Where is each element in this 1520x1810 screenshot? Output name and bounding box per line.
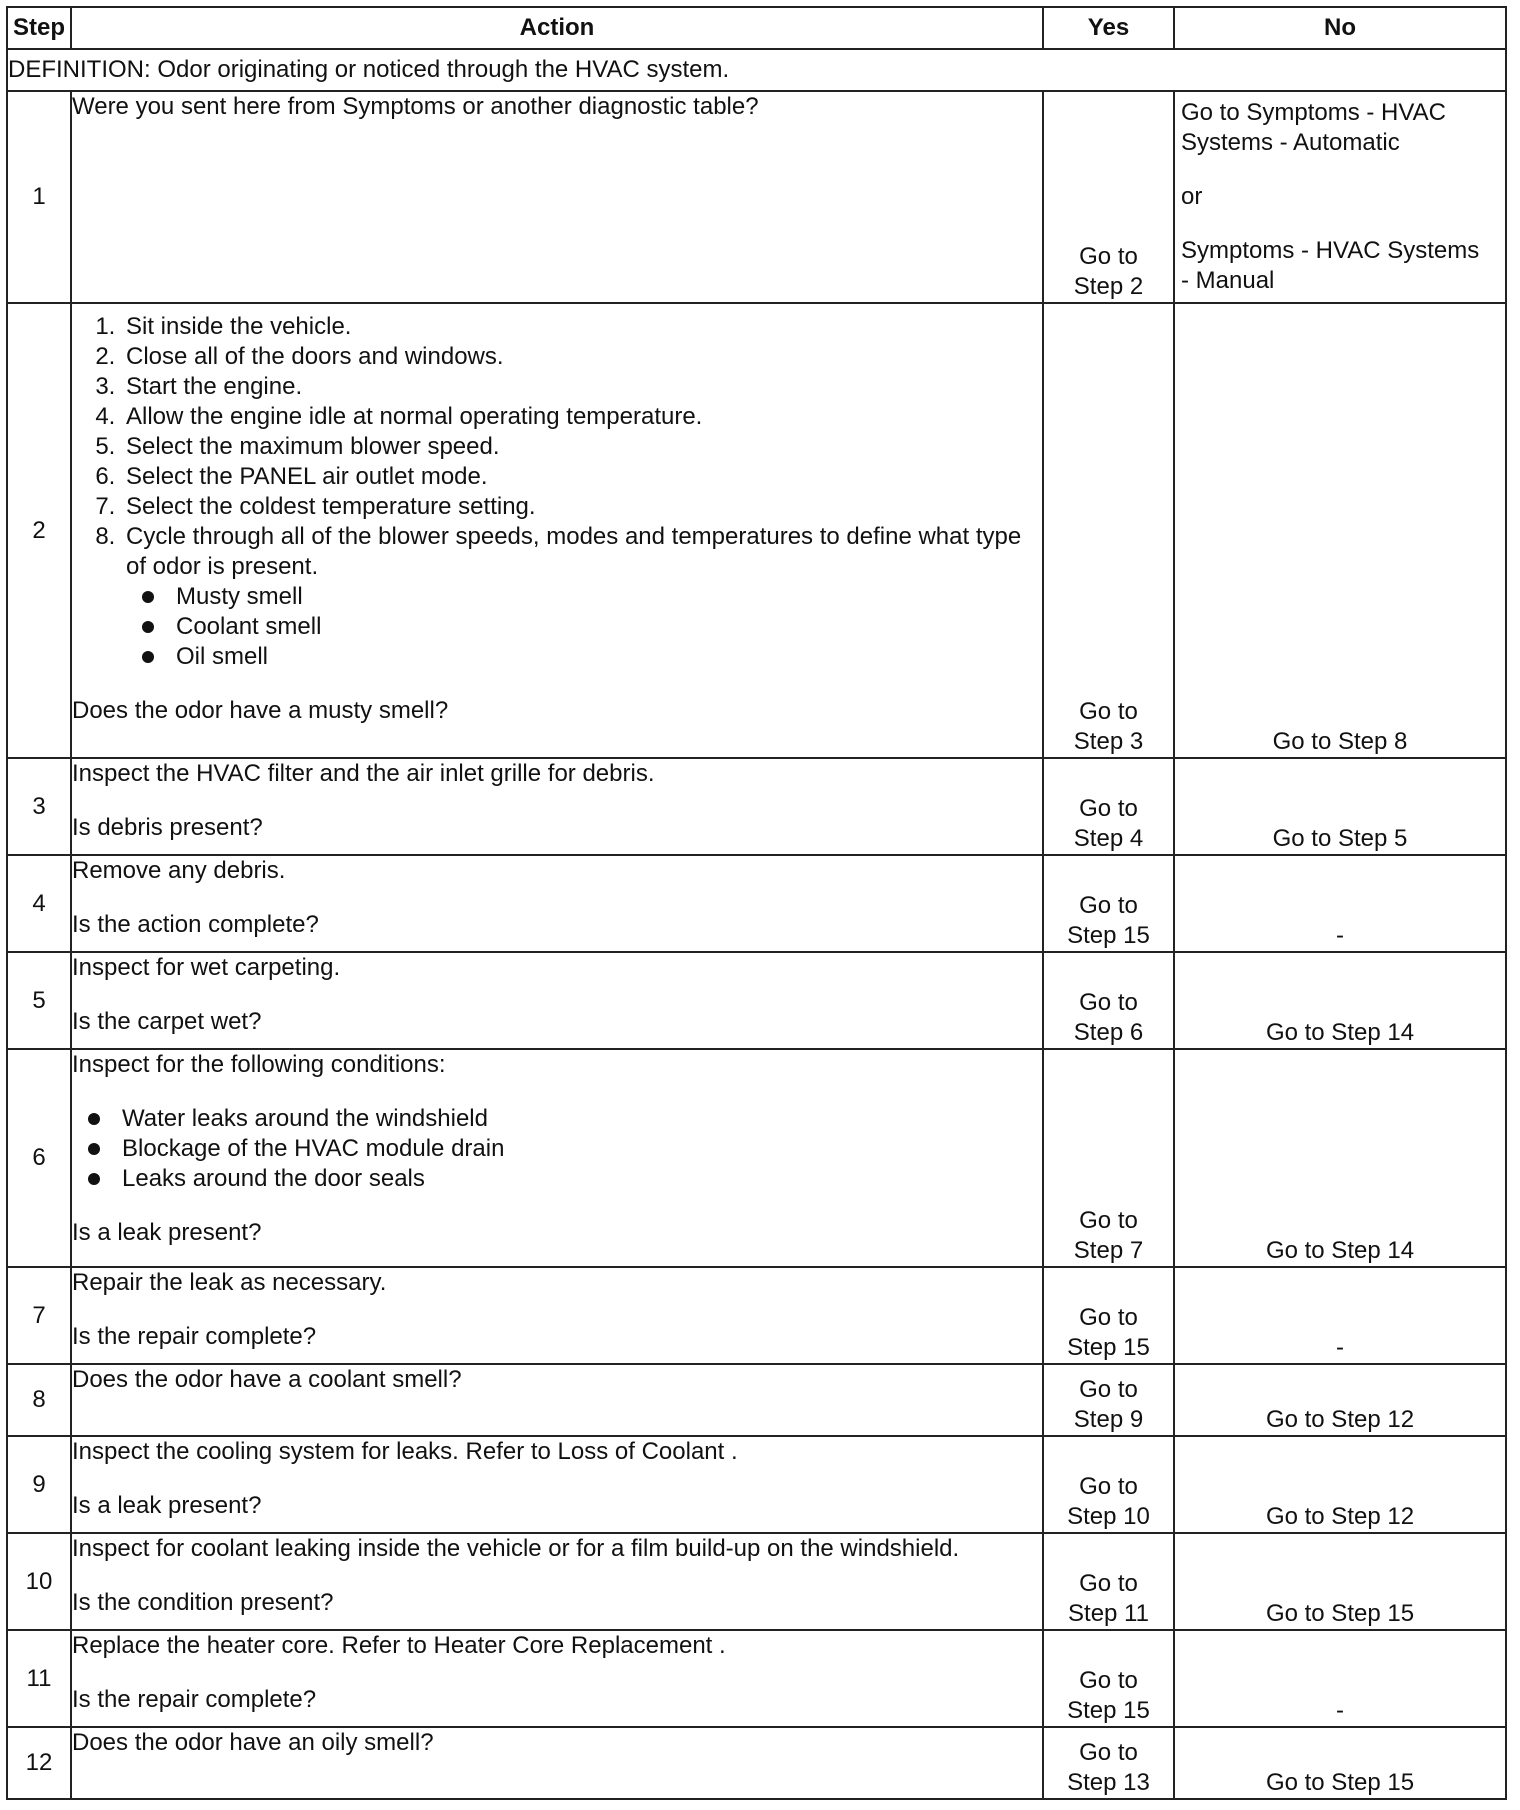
- list-item: Water leaks around the windshield: [122, 1104, 1042, 1134]
- no-cell: Go to Step 5: [1174, 758, 1506, 855]
- yes-cell: [1043, 1049, 1174, 1267]
- yes-cell: [1043, 303, 1174, 758]
- yes-line: Step 10: [1067, 1503, 1150, 1530]
- action-text: Inspect the HVAC filter and the air inlet grille for debris.: [72, 760, 655, 787]
- step-number: 1: [7, 91, 71, 303]
- question-text: Is the repair complete?: [72, 1686, 317, 1713]
- yes-line: Go to: [1079, 698, 1138, 725]
- yes-cell: [1043, 1364, 1174, 1436]
- table-row: [7, 1267, 1506, 1364]
- table-row: [7, 952, 1506, 1049]
- yes-line: Go to: [1079, 1570, 1138, 1597]
- table-row: [7, 855, 1506, 952]
- no-cell: Go to Step 14: [1174, 952, 1506, 1049]
- no-line: Systems - Automatic: [1181, 129, 1400, 156]
- list-item: Coolant smell: [176, 612, 1042, 642]
- action-text: Inspect for the following conditions:: [72, 1051, 446, 1078]
- action-cell: [71, 1049, 1043, 1267]
- yes-line: Go to: [1079, 892, 1138, 919]
- list-item: 1. Sit inside the vehicle.: [122, 312, 1042, 342]
- action-text: Repair the leak as necessary.: [72, 1269, 387, 1296]
- step-number: 3: [7, 758, 71, 855]
- procedure-list: [72, 312, 1042, 672]
- yes-cell: [1043, 91, 1174, 303]
- table-row: [7, 91, 1506, 303]
- yes-line: Step 4: [1073, 825, 1144, 852]
- yes-line: Go to: [1079, 1473, 1138, 1500]
- step-number: 2: [7, 303, 71, 758]
- header-row: [7, 7, 1506, 49]
- no-cell: Go to Step 15: [1174, 1533, 1506, 1630]
- yes-line: Step 9: [1073, 1406, 1144, 1433]
- table-row: [7, 1049, 1506, 1267]
- yes-line: Step 15: [1067, 1697, 1150, 1724]
- yes-cell: [1043, 1436, 1174, 1533]
- yes-line: Go to: [1079, 1304, 1138, 1331]
- no-cell: Go to Step 14: [1174, 1049, 1506, 1267]
- step-number: 6: [7, 1049, 71, 1267]
- question-text: Is the repair complete?: [72, 1323, 317, 1350]
- table-row: [7, 303, 1506, 758]
- action-cell: [71, 1533, 1043, 1630]
- no-cell: Go to Step 12: [1174, 1364, 1506, 1436]
- action-text: Inspect for coolant leaking inside the vehicle or for a film build-up on the windshield.: [72, 1535, 960, 1562]
- table-row: [7, 1364, 1506, 1436]
- no-cell: -: [1174, 1267, 1506, 1364]
- yes-cell: [1043, 1533, 1174, 1630]
- table-row: [7, 1630, 1506, 1727]
- no-cell: Go to Step 15: [1174, 1727, 1506, 1799]
- no-line: or: [1181, 183, 1203, 210]
- step-number: 7: [7, 1267, 71, 1364]
- list-item: 7. Select the coldest temperature setting.: [122, 492, 1042, 522]
- question-text: Does the odor have a musty smell?: [72, 697, 449, 724]
- step-number: 9: [7, 1436, 71, 1533]
- step-number: 10: [7, 1533, 71, 1630]
- action-cell: [71, 1630, 1043, 1727]
- action-cell: [71, 1267, 1043, 1364]
- action-cell: [71, 952, 1043, 1049]
- yes-line: Go to: [1079, 1667, 1138, 1694]
- header-no: No: [1174, 7, 1506, 49]
- list-item: Leaks around the door seals: [122, 1164, 1042, 1194]
- no-cell: Go to Step 8: [1174, 303, 1506, 758]
- yes-line: Go to: [1079, 1376, 1138, 1403]
- step-number: 4: [7, 855, 71, 952]
- action-text: Inspect for wet carpeting.: [72, 954, 341, 981]
- table-row: [7, 1727, 1506, 1799]
- action-cell: [71, 855, 1043, 952]
- list-item-text: Cycle through all of the blower speeds, modes and temperatures to define what type of odor is present.: [126, 523, 1022, 580]
- yes-line: Go to: [1079, 1207, 1138, 1234]
- yes-line: Go to: [1079, 989, 1138, 1016]
- yes-cell: [1043, 1267, 1174, 1364]
- no-line: - Manual: [1181, 267, 1275, 294]
- yes-cell: [1043, 855, 1174, 952]
- yes-line: Step 2: [1073, 273, 1144, 300]
- list-item: 6. Select the PANEL air outlet mode.: [122, 462, 1042, 492]
- action-cell: [71, 1727, 1043, 1799]
- step-number: 5: [7, 952, 71, 1049]
- action-cell: [71, 303, 1043, 758]
- yes-line: Step 3: [1073, 728, 1144, 755]
- yes-cell: [1043, 952, 1174, 1049]
- yes-line: Step 11: [1068, 1600, 1149, 1627]
- question-text: Is the condition present?: [72, 1589, 334, 1616]
- condition-list: [72, 1104, 1042, 1194]
- question-text: Is a leak present?: [72, 1219, 262, 1246]
- question-text: Is a leak present?: [72, 1492, 262, 1519]
- list-item: 4. Allow the engine idle at normal operating temperature.: [122, 402, 1042, 432]
- action-cell: [71, 1436, 1043, 1533]
- header-yes: Yes: [1043, 7, 1174, 49]
- question-text: Does the odor have a coolant smell?: [72, 1366, 462, 1393]
- action-cell: [71, 91, 1043, 303]
- header-step: Step: [7, 7, 71, 49]
- definition-text: DEFINITION: Odor originating or noticed through the HVAC system.: [7, 49, 1506, 91]
- yes-line: Go to: [1079, 243, 1138, 270]
- question-text: Is debris present?: [72, 814, 263, 841]
- yes-cell: [1043, 758, 1174, 855]
- action-text: Remove any debris.: [72, 857, 286, 884]
- list-item: 2. Close all of the doors and windows.: [122, 342, 1042, 372]
- yes-cell: [1043, 1727, 1174, 1799]
- question-text: Is the action complete?: [72, 911, 319, 938]
- yes-line: Go to: [1079, 1739, 1138, 1766]
- action-text: Replace the heater core. Refer to Heater Core Replacement .: [72, 1632, 726, 1659]
- question-text: Does the odor have an oily smell?: [72, 1729, 434, 1756]
- definition-row: [7, 49, 1506, 91]
- yes-line: Step 15: [1067, 1334, 1150, 1361]
- header-action: Action: [71, 7, 1043, 49]
- question-text: Were you sent here from Symptoms or another diagnostic table?: [72, 93, 759, 120]
- action-cell: [71, 758, 1043, 855]
- yes-line: Go to: [1079, 795, 1138, 822]
- table-row: [7, 758, 1506, 855]
- no-line: Symptoms - HVAC Systems: [1181, 237, 1480, 264]
- list-item: Blockage of the HVAC module drain: [122, 1134, 1042, 1164]
- no-line: Go to Symptoms - HVAC: [1181, 99, 1446, 126]
- odor-type-list: [126, 582, 1042, 672]
- yes-line: Step 13: [1067, 1769, 1150, 1796]
- question-text: Is the carpet wet?: [72, 1008, 262, 1035]
- table-row: [7, 1436, 1506, 1533]
- yes-line: Step 7: [1073, 1237, 1144, 1264]
- list-item: 3. Start the engine.: [122, 372, 1042, 402]
- yes-cell: [1043, 1630, 1174, 1727]
- no-cell: -: [1174, 855, 1506, 952]
- diagnostic-table: [6, 6, 1507, 1800]
- no-cell: -: [1174, 1630, 1506, 1727]
- list-item: Oil smell: [176, 642, 1042, 672]
- no-cell: Go to Step 12: [1174, 1436, 1506, 1533]
- step-number: 11: [7, 1630, 71, 1727]
- action-text: Inspect the cooling system for leaks. Refer to Loss of Coolant .: [72, 1438, 738, 1465]
- step-number: 8: [7, 1364, 71, 1436]
- no-cell: [1174, 91, 1506, 303]
- action-cell: [71, 1364, 1043, 1436]
- list-item: 5. Select the maximum blower speed.: [122, 432, 1042, 462]
- step-number: 12: [7, 1727, 71, 1799]
- list-item: Musty smell: [176, 582, 1042, 612]
- yes-line: Step 6: [1073, 1019, 1144, 1046]
- yes-line: Step 15: [1067, 922, 1150, 949]
- table-row: [7, 1533, 1506, 1630]
- list-item: [122, 522, 1042, 672]
